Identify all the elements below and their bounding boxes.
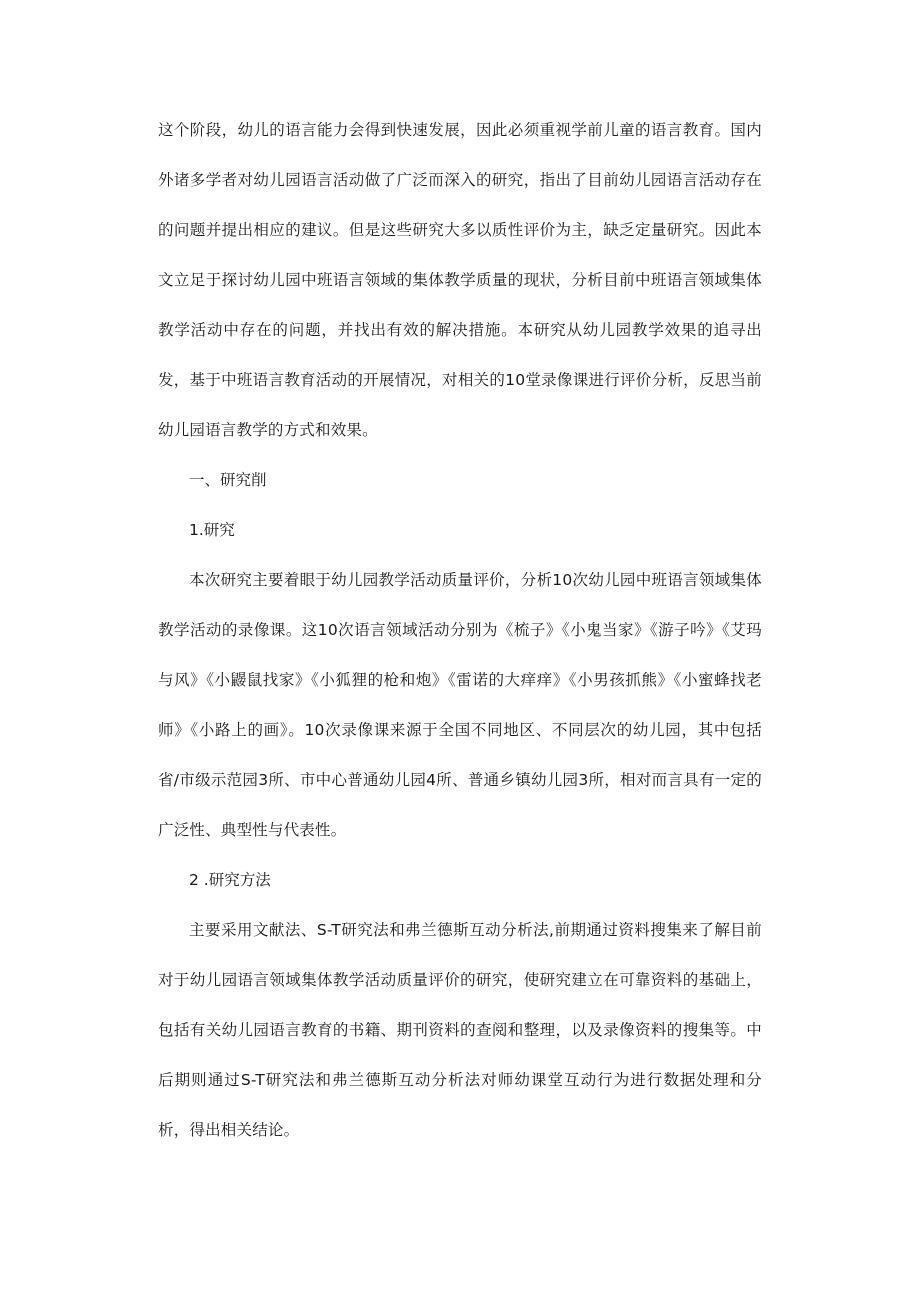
section-heading-research: 一、研究削 — [189, 471, 267, 489]
subsection-heading-research-object: 1.研究 — [189, 521, 235, 539]
document-content — [158, 105, 762, 1155]
subsection-heading-research-method: 2 .研究方法 — [189, 871, 271, 889]
research-method-paragraph: 主要采用文献法、S-T研究法和弗兰德斯互动分析法,前期通过资料搜集来了解目前对于幼儿园语言领域集体教学活动质量评价的研究，使研究建立在可靠资料的基础上，包括有关幼儿园语言教育的书籍、期刊资料的查阅和整理，以及录像资料的搜集等。中后期则通过S-T研究法和弗兰德斯互动分析法对师幼课堂互动行为进行数据处理和分析，得出相关结论。 — [158, 921, 762, 1139]
research-object-paragraph: 本次研究主要着眼于幼儿园教学活动质量评价，分析10次幼儿园中班语言领域集体教学活动的录像课。这10次语言领域活动分别为《梳子》《小鬼当家》《游子吟》《艾玛与风》《小鼹鼠找家》《小狐狸的枪和炮》《雷诺的大痒痒》《小男孩抓熊》《小蜜蜂找老师》《小路上的画》。10次录像课来源于全国不同地区、不同层次的幼儿园，其中包括省/市级示范园3所、市中心普通幼儿园4所、普通乡镇幼儿园3所，相对而言具有一定的广泛性、典型性与代表性。 — [158, 571, 762, 839]
intro-paragraph: 这个阶段，幼儿的语言能力会得到快速发展，因此必须重视学前儿童的语言教育。国内外诸多学者对幼儿园语言活动做了广泛而深入的研究，指出了目前幼儿园语言活动存在的问题并提出相应的建议。但是这些研究大多以质性评价为主，缺乏定量研究。因此本文立足于探讨幼儿园中班语言领域的集体教学质量的现状，分析目前中班语言领域集体教学活动中存在的问题，并找出有效的解决措施。本研究从幼儿园教学效果的追寻出发，基于中班语言教育活动的开展情况，对相关的10堂录像课进行评价分析，反思当前幼儿园语言教学的方式和效果。 — [158, 121, 762, 439]
